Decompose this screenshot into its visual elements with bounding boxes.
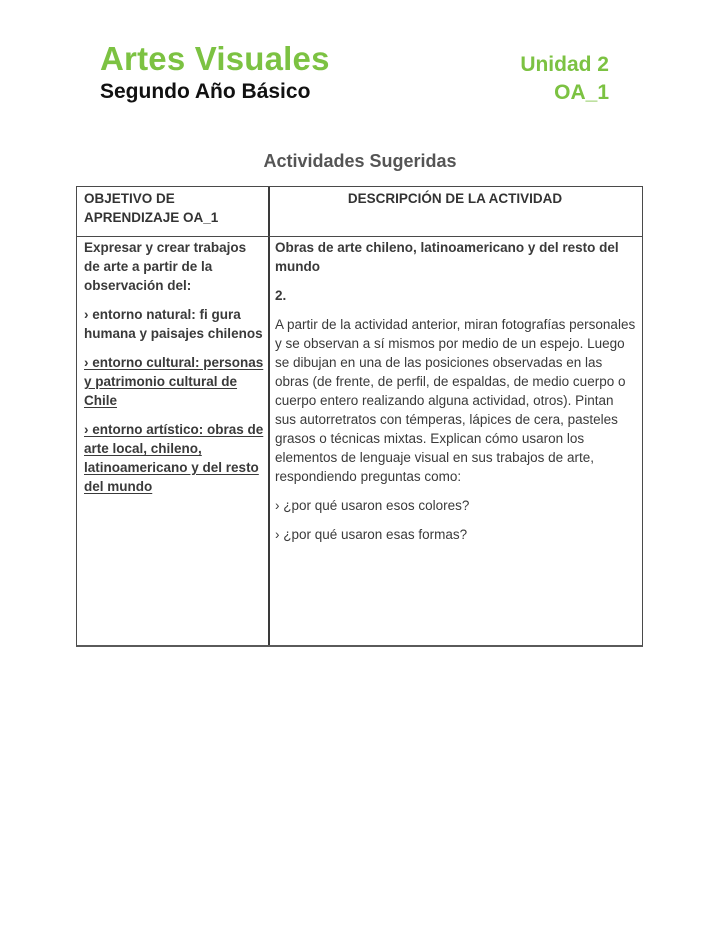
activity-question-colors: › ¿por qué usaron esos colores? [275,498,470,513]
column-header-description: DESCRIPCIÓN DE LA ACTIVIDAD [347,191,563,206]
activity-question-shapes: › ¿por qué usaron esas formas? [275,527,468,542]
unit-label: Unidad 2 [520,53,609,76]
oa-label: OA_1 [554,81,609,104]
description-cell [275,238,637,554]
activity-number: 2. [275,288,287,303]
activity-heading: Obras de arte chileno, latinoamericano y del resto del mundo [275,240,619,274]
document-title: Artes Visuales [100,40,330,77]
activity-body: A partir de la actividad anterior, miran fotografías personales y se observan a sí mismos por medio de un espejo. Luego se dibujan en una de las posiciones observadas en las obras (de frente, de perfil, de espaldas, de medio cuerpo o cuerpo entero realizando alguna actividad, otros). Pintan sus autorretratos con témperas, lápices de cera, pasteles grasos o técnicas mixtas. Explican cómo usaron los elementos de lenguaje visual en sus trabajos de arte, respondiendo preguntas como: [275,317,636,484]
activities-table [76,186,643,647]
objective-item-natural: › entorno natural: fi gura humana y paisajes chilenos [84,307,263,341]
objective-item-artistic: › entorno artístico: obras de arte local, chileno, latinoamericano y del resto del mundo [84,422,264,494]
column-header-objective: OBJETIVO DE APRENDIZAJE OA_1 [84,191,219,225]
header-row-divider [77,236,642,237]
document-subtitle: Segundo Año Básico [100,80,311,103]
objective-item-cultural: › entorno cultural: personas y patrimonio cultural de Chile [84,355,264,408]
column-divider [268,187,270,645]
objective-intro: Expresar y crear trabajos de arte a partir de la observación del: [84,240,247,293]
objective-cell [84,238,264,506]
section-title: Actividades Sugeridas [263,151,457,171]
